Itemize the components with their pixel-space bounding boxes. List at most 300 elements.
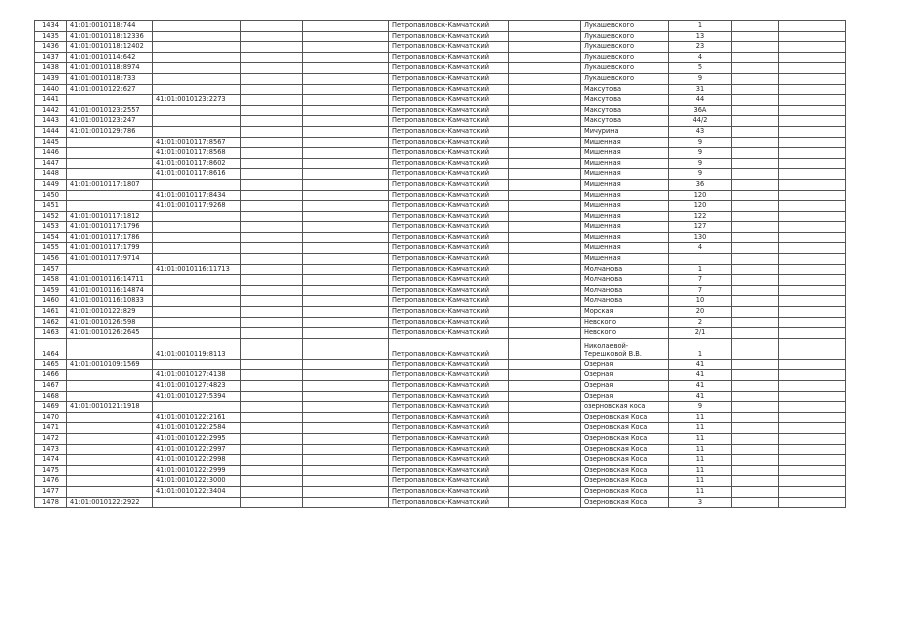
street-cell: Озерная — [581, 359, 669, 370]
empty-cell — [779, 486, 846, 497]
street-cell: озерновская коса — [581, 402, 669, 413]
empty-cell — [303, 190, 389, 201]
row-number-cell: 1434 — [35, 21, 67, 32]
empty-cell — [303, 444, 389, 455]
empty-cell — [779, 328, 846, 339]
street-cell: Мишенная — [581, 137, 669, 148]
house-number-cell: 2 — [669, 317, 732, 328]
table-row — [35, 285, 846, 296]
street-cell: Мишенная — [581, 190, 669, 201]
related-cadastral-number-cell: 41:01:0010117:8568 — [153, 148, 241, 159]
street-cell: Озерновская Коса — [581, 433, 669, 444]
cadastral-number-cell: 41:01:0010116:10833 — [67, 296, 153, 307]
cadastral-number-cell: 41:01:0010117:1812 — [67, 211, 153, 222]
house-number-cell: 7 — [669, 275, 732, 286]
empty-cell — [241, 412, 303, 423]
empty-cell — [732, 137, 779, 148]
street-cell: Озерная — [581, 391, 669, 402]
empty-cell — [779, 52, 846, 63]
table-row — [35, 179, 846, 190]
empty-cell — [509, 84, 581, 95]
city-cell: Петропавловск-Камчатский — [389, 52, 509, 63]
related-cadastral-number-cell — [153, 105, 241, 116]
empty-cell — [732, 116, 779, 127]
empty-cell — [303, 381, 389, 392]
related-cadastral-number-cell — [153, 116, 241, 127]
related-cadastral-number-cell: 41:01:0010122:2161 — [153, 412, 241, 423]
empty-cell — [509, 73, 581, 84]
table-row — [35, 116, 846, 127]
row-number-cell: 1457 — [35, 264, 67, 275]
empty-cell — [241, 63, 303, 74]
empty-cell — [241, 179, 303, 190]
street-cell: Озерновская Коса — [581, 412, 669, 423]
empty-cell — [732, 296, 779, 307]
street-cell: Озерновская Коса — [581, 486, 669, 497]
table-row — [35, 169, 846, 180]
empty-cell — [303, 148, 389, 159]
related-cadastral-number-cell — [153, 296, 241, 307]
house-number-cell: 11 — [669, 423, 732, 434]
row-number-cell: 1477 — [35, 486, 67, 497]
empty-cell — [509, 105, 581, 116]
empty-cell — [303, 423, 389, 434]
street-cell: Мишенная — [581, 148, 669, 159]
empty-cell — [732, 179, 779, 190]
empty-cell — [303, 391, 389, 402]
empty-cell — [303, 211, 389, 222]
empty-cell — [779, 95, 846, 106]
row-number-cell: 1438 — [35, 63, 67, 74]
empty-cell — [241, 73, 303, 84]
related-cadastral-number-cell — [153, 179, 241, 190]
table-row — [35, 105, 846, 116]
city-cell: Петропавловск-Камчатский — [389, 116, 509, 127]
empty-cell — [303, 317, 389, 328]
empty-cell — [779, 179, 846, 190]
row-number-cell: 1466 — [35, 370, 67, 381]
related-cadastral-number-cell — [153, 31, 241, 42]
empty-cell — [732, 275, 779, 286]
city-cell: Петропавловск-Камчатский — [389, 73, 509, 84]
empty-cell — [779, 412, 846, 423]
empty-cell — [303, 275, 389, 286]
cadastral-number-cell — [67, 137, 153, 148]
cadastral-number-cell: 41:01:0010122:627 — [67, 84, 153, 95]
table-row — [35, 211, 846, 222]
empty-cell — [241, 338, 303, 359]
empty-cell — [779, 317, 846, 328]
city-cell: Петропавловск-Камчатский — [389, 370, 509, 381]
house-number-cell — [669, 254, 732, 265]
empty-cell — [241, 190, 303, 201]
table-row — [35, 190, 846, 201]
empty-cell — [732, 412, 779, 423]
empty-cell — [509, 465, 581, 476]
row-number-cell: 1453 — [35, 222, 67, 233]
empty-cell — [732, 285, 779, 296]
house-number-cell: 11 — [669, 476, 732, 487]
row-number-cell: 1471 — [35, 423, 67, 434]
row-number-cell: 1464 — [35, 338, 67, 359]
related-cadastral-number-cell — [153, 317, 241, 328]
house-number-cell: 9 — [669, 402, 732, 413]
row-number-cell: 1439 — [35, 73, 67, 84]
empty-cell — [303, 433, 389, 444]
empty-cell — [303, 285, 389, 296]
empty-cell — [241, 254, 303, 265]
empty-cell — [509, 264, 581, 275]
row-number-cell: 1450 — [35, 190, 67, 201]
street-cell: Мишенная — [581, 158, 669, 169]
cadastral-number-cell: 41:01:0010118:12402 — [67, 42, 153, 53]
cadastral-number-cell — [67, 95, 153, 106]
row-number-cell: 1463 — [35, 328, 67, 339]
empty-cell — [732, 243, 779, 254]
empty-cell — [303, 455, 389, 466]
house-number-cell: 20 — [669, 307, 732, 318]
city-cell: Петропавловск-Камчатский — [389, 338, 509, 359]
related-cadastral-number-cell: 41:01:0010117:9268 — [153, 201, 241, 212]
related-cadastral-number-cell — [153, 232, 241, 243]
empty-cell — [779, 243, 846, 254]
empty-cell — [779, 116, 846, 127]
empty-cell — [779, 275, 846, 286]
empty-cell — [732, 433, 779, 444]
empty-cell — [241, 211, 303, 222]
empty-cell — [303, 52, 389, 63]
table-row — [35, 63, 846, 74]
empty-cell — [303, 105, 389, 116]
table-row — [35, 264, 846, 275]
related-cadastral-number-cell: 41:01:0010122:2997 — [153, 444, 241, 455]
related-cadastral-number-cell — [153, 63, 241, 74]
empty-cell — [732, 52, 779, 63]
house-number-cell: 9 — [669, 137, 732, 148]
table-row — [35, 232, 846, 243]
city-cell: Петропавловск-Камчатский — [389, 444, 509, 455]
empty-cell — [509, 486, 581, 497]
empty-cell — [732, 232, 779, 243]
related-cadastral-number-cell: 41:01:0010116:11713 — [153, 264, 241, 275]
related-cadastral-number-cell — [153, 222, 241, 233]
empty-cell — [779, 391, 846, 402]
table-row — [35, 21, 846, 32]
empty-cell — [241, 21, 303, 32]
empty-cell — [779, 423, 846, 434]
empty-cell — [509, 254, 581, 265]
cadastral-number-cell: 41:01:0010117:1786 — [67, 232, 153, 243]
empty-cell — [303, 179, 389, 190]
empty-cell — [509, 201, 581, 212]
cadastral-number-cell — [67, 370, 153, 381]
empty-cell — [732, 328, 779, 339]
city-cell: Петропавловск-Камчатский — [389, 423, 509, 434]
empty-cell — [732, 63, 779, 74]
city-cell: Петропавловск-Камчатский — [389, 211, 509, 222]
city-cell: Петропавловск-Камчатский — [389, 179, 509, 190]
empty-cell — [241, 264, 303, 275]
empty-cell — [779, 444, 846, 455]
related-cadastral-number-cell — [153, 126, 241, 137]
row-number-cell: 1444 — [35, 126, 67, 137]
empty-cell — [241, 328, 303, 339]
house-number-cell: 43 — [669, 126, 732, 137]
table-row — [35, 243, 846, 254]
table-row — [35, 497, 846, 508]
house-number-cell: 1 — [669, 21, 732, 32]
city-cell: Петропавловск-Камчатский — [389, 391, 509, 402]
house-number-cell: 1 — [669, 338, 732, 359]
related-cadastral-number-cell — [153, 402, 241, 413]
table-row — [35, 402, 846, 413]
empty-cell — [779, 126, 846, 137]
table-row — [35, 73, 846, 84]
row-number-cell: 1470 — [35, 412, 67, 423]
table-row — [35, 486, 846, 497]
street-cell: Лукашевского — [581, 52, 669, 63]
empty-cell — [779, 381, 846, 392]
city-cell: Петропавловск-Камчатский — [389, 169, 509, 180]
empty-cell — [509, 497, 581, 508]
empty-cell — [509, 412, 581, 423]
row-number-cell: 1451 — [35, 201, 67, 212]
empty-cell — [732, 486, 779, 497]
empty-cell — [779, 105, 846, 116]
empty-cell — [732, 73, 779, 84]
table-row — [35, 222, 846, 233]
table-row — [35, 391, 846, 402]
empty-cell — [732, 264, 779, 275]
cadastral-number-cell: 41:01:0010122:829 — [67, 307, 153, 318]
empty-cell — [241, 52, 303, 63]
empty-cell — [732, 476, 779, 487]
empty-cell — [509, 211, 581, 222]
empty-cell — [509, 222, 581, 233]
street-cell: Мишенная — [581, 222, 669, 233]
related-cadastral-number-cell: 41:01:0010117:8567 — [153, 137, 241, 148]
house-number-cell: 10 — [669, 296, 732, 307]
empty-cell — [732, 169, 779, 180]
cadastral-number-cell: 41:01:0010126:2645 — [67, 328, 153, 339]
empty-cell — [303, 476, 389, 487]
empty-cell — [241, 307, 303, 318]
city-cell: Петропавловск-Камчатский — [389, 307, 509, 318]
row-number-cell: 1456 — [35, 254, 67, 265]
row-number-cell: 1448 — [35, 169, 67, 180]
empty-cell — [779, 190, 846, 201]
city-cell: Петропавловск-Камчатский — [389, 359, 509, 370]
empty-cell — [509, 391, 581, 402]
empty-cell — [509, 402, 581, 413]
row-number-cell: 1458 — [35, 275, 67, 286]
empty-cell — [303, 201, 389, 212]
house-number-cell: 9 — [669, 148, 732, 159]
related-cadastral-number-cell — [153, 243, 241, 254]
empty-cell — [732, 423, 779, 434]
empty-cell — [779, 296, 846, 307]
empty-cell — [303, 31, 389, 42]
street-cell: Мишенная — [581, 201, 669, 212]
empty-cell — [732, 402, 779, 413]
empty-cell — [241, 201, 303, 212]
empty-cell — [732, 359, 779, 370]
table-row — [35, 423, 846, 434]
house-number-cell: 4 — [669, 243, 732, 254]
house-number-cell: 120 — [669, 201, 732, 212]
empty-cell — [779, 285, 846, 296]
city-cell: Петропавловск-Камчатский — [389, 254, 509, 265]
empty-cell — [732, 391, 779, 402]
street-cell: Озерновская Коса — [581, 497, 669, 508]
city-cell: Петропавловск-Камчатский — [389, 296, 509, 307]
empty-cell — [732, 465, 779, 476]
empty-cell — [732, 95, 779, 106]
empty-cell — [779, 476, 846, 487]
empty-cell — [241, 169, 303, 180]
empty-cell — [779, 254, 846, 265]
empty-cell — [779, 211, 846, 222]
row-number-cell: 1462 — [35, 317, 67, 328]
cadastral-number-cell — [67, 455, 153, 466]
table-body — [35, 21, 846, 508]
house-number-cell: 11 — [669, 455, 732, 466]
empty-cell — [732, 455, 779, 466]
address-register-table — [34, 20, 846, 508]
empty-cell — [779, 148, 846, 159]
city-cell: Петропавловск-Камчатский — [389, 317, 509, 328]
city-cell: Петропавловск-Камчатский — [389, 222, 509, 233]
city-cell: Петропавловск-Камчатский — [389, 243, 509, 254]
empty-cell — [241, 105, 303, 116]
empty-cell — [303, 402, 389, 413]
empty-cell — [509, 137, 581, 148]
table-row — [35, 158, 846, 169]
empty-cell — [509, 31, 581, 42]
empty-cell — [779, 232, 846, 243]
house-number-cell: 11 — [669, 444, 732, 455]
related-cadastral-number-cell: 41:01:0010122:2584 — [153, 423, 241, 434]
empty-cell — [303, 95, 389, 106]
related-cadastral-number-cell — [153, 328, 241, 339]
table-row — [35, 126, 846, 137]
street-cell: Мишенная — [581, 243, 669, 254]
empty-cell — [241, 116, 303, 127]
empty-cell — [303, 42, 389, 53]
related-cadastral-number-cell — [153, 42, 241, 53]
empty-cell — [303, 412, 389, 423]
table-row — [35, 317, 846, 328]
cadastral-number-cell — [67, 158, 153, 169]
empty-cell — [509, 338, 581, 359]
row-number-cell: 1472 — [35, 433, 67, 444]
street-cell: Молчанова — [581, 264, 669, 275]
empty-cell — [732, 158, 779, 169]
street-cell: Максутова — [581, 105, 669, 116]
related-cadastral-number-cell — [153, 52, 241, 63]
empty-cell — [303, 169, 389, 180]
empty-cell — [779, 21, 846, 32]
house-number-cell: 23 — [669, 42, 732, 53]
empty-cell — [732, 211, 779, 222]
row-number-cell: 1474 — [35, 455, 67, 466]
empty-cell — [241, 275, 303, 286]
street-cell: Озерновская Коса — [581, 476, 669, 487]
empty-cell — [509, 148, 581, 159]
cadastral-number-cell: 41:01:0010116:14874 — [67, 285, 153, 296]
row-number-cell: 1440 — [35, 84, 67, 95]
cadastral-number-cell — [67, 381, 153, 392]
row-number-cell: 1475 — [35, 465, 67, 476]
empty-cell — [303, 21, 389, 32]
cadastral-number-cell — [67, 444, 153, 455]
empty-cell — [509, 232, 581, 243]
empty-cell — [509, 126, 581, 137]
empty-cell — [509, 423, 581, 434]
related-cadastral-number-cell: 41:01:0010127:5394 — [153, 391, 241, 402]
street-cell: Невского — [581, 328, 669, 339]
street-cell: Мишенная — [581, 211, 669, 222]
empty-cell — [509, 328, 581, 339]
related-cadastral-number-cell — [153, 21, 241, 32]
empty-cell — [732, 42, 779, 53]
empty-cell — [732, 190, 779, 201]
empty-cell — [303, 338, 389, 359]
table-row — [35, 328, 846, 339]
empty-cell — [241, 433, 303, 444]
street-cell: Озерновская Коса — [581, 465, 669, 476]
house-number-cell: 36А — [669, 105, 732, 116]
related-cadastral-number-cell: 41:01:0010119:8113 — [153, 338, 241, 359]
empty-cell — [241, 391, 303, 402]
cadastral-number-cell — [67, 338, 153, 359]
related-cadastral-number-cell — [153, 359, 241, 370]
related-cadastral-number-cell: 41:01:0010122:3000 — [153, 476, 241, 487]
row-number-cell: 1465 — [35, 359, 67, 370]
related-cadastral-number-cell — [153, 254, 241, 265]
city-cell: Петропавловск-Камчатский — [389, 275, 509, 286]
empty-cell — [779, 465, 846, 476]
street-cell: Максутова — [581, 116, 669, 127]
table-row — [35, 359, 846, 370]
empty-cell — [303, 158, 389, 169]
empty-cell — [241, 222, 303, 233]
street-cell: Невского — [581, 317, 669, 328]
related-cadastral-number-cell — [153, 275, 241, 286]
row-number-cell: 1455 — [35, 243, 67, 254]
empty-cell — [303, 137, 389, 148]
empty-cell — [509, 95, 581, 106]
city-cell: Петропавловск-Камчатский — [389, 63, 509, 74]
cadastral-number-cell: 41:01:0010123:2557 — [67, 105, 153, 116]
row-number-cell: 1435 — [35, 31, 67, 42]
table-row — [35, 455, 846, 466]
empty-cell — [241, 402, 303, 413]
empty-cell — [779, 158, 846, 169]
cadastral-number-cell — [67, 190, 153, 201]
empty-cell — [241, 126, 303, 137]
house-number-cell: 130 — [669, 232, 732, 243]
empty-cell — [779, 73, 846, 84]
related-cadastral-number-cell: 41:01:0010127:4138 — [153, 370, 241, 381]
street-cell: Николаевой-Терешковой В.В. — [581, 338, 669, 359]
table-row — [35, 296, 846, 307]
cadastral-number-cell: 41:01:0010117:1799 — [67, 243, 153, 254]
street-cell: Лукашевского — [581, 31, 669, 42]
city-cell: Петропавловск-Камчатский — [389, 126, 509, 137]
city-cell: Петропавловск-Камчатский — [389, 381, 509, 392]
table-row — [35, 201, 846, 212]
